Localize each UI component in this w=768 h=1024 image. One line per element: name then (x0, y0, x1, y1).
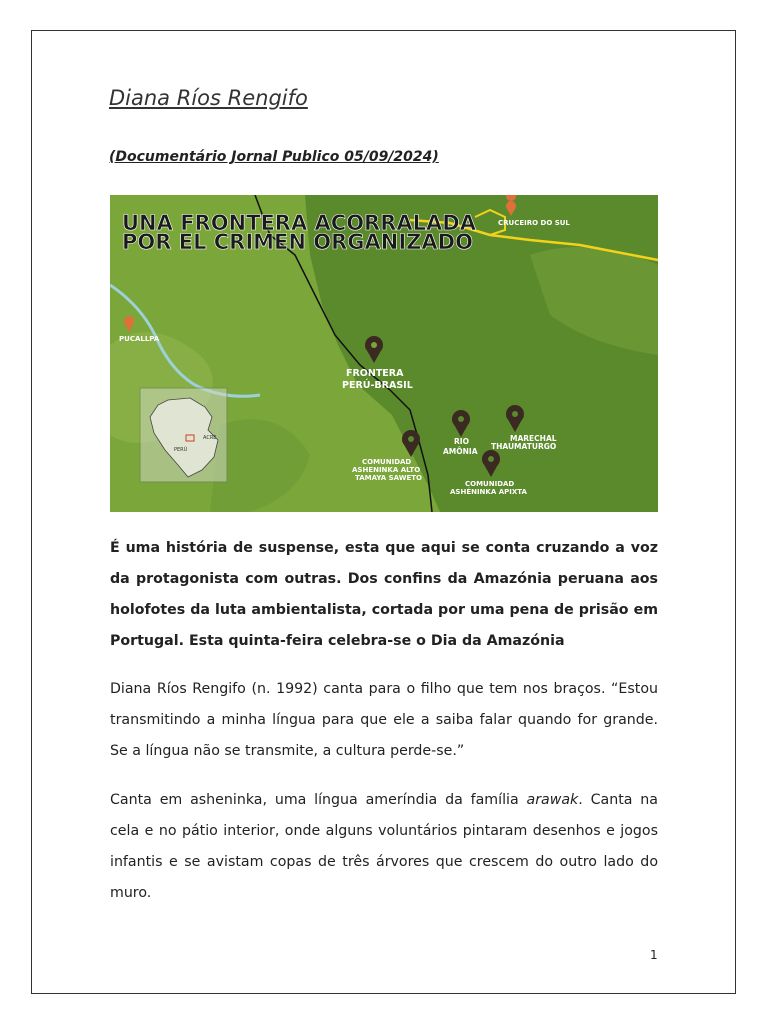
frontera-label-2: PERÚ-BRASIL (342, 380, 413, 391)
marechal-label-1: MARECHAL (510, 434, 557, 443)
inset-acre-label: ACRE (203, 435, 217, 441)
body-paragraph-1: Diana Ríos Rengifo (n. 1992) canta para o filho que tem nos braços. “Estou transmitindo a minha língua para que ele a saiba falar quando for grande. Se a língua não se transmite, a cultura perde-se.” (110, 681, 658, 759)
apixta-label-1: COMUNIDAD (465, 480, 515, 488)
alto-label-2: ASHENINKA ALTO (352, 466, 421, 474)
page-number: 1 (650, 948, 658, 962)
rio-label-2: AMÔNIA (443, 447, 478, 456)
pucallpa-label: PUCALLPA (119, 335, 160, 343)
lead-paragraph: É uma história de suspense, esta que aqui se conta cruzando a voz da protagonista com outras. Dos confins da Amazónia peruana aos holofotes da luta ambientalista, cortada por uma pena de prisão em Portugal. Esta quinta-feira celebra-se o Dia da Amazónia (110, 540, 658, 649)
p3-italic-word: arawak (526, 792, 579, 808)
document-subtitle: (Documentário Jornal Publico 05/09/2024) (109, 149, 439, 165)
map-headline-line1: UNA FRONTERA ACORRALADA (122, 211, 476, 235)
marechal-label-2: THAUMATURGO (491, 442, 557, 451)
rio-label-1: RIO (454, 437, 469, 446)
map-headline-line2: POR EL CRIMEN ORGANIZADO (122, 230, 473, 254)
p3-text-before: Canta em asheninka, uma língua ameríndia da família (110, 792, 527, 808)
map-image (110, 195, 658, 512)
document-title: Diana Ríos Rengifo (109, 86, 308, 110)
cruceiro-label: CRUCEIRO DO SUL (498, 219, 570, 227)
inset-peru-label: PERÚ (174, 447, 188, 453)
p3-text-after: . Canta na cela e no pátio interior, onde alguns voluntários pintaram desenhos e jogos infantis e se avistam copas de três árvores que crescem do outro lado do muro. (110, 792, 658, 901)
alto-label-3: TAMAYA SAWETO (355, 474, 422, 482)
body-paragraph-2 (110, 785, 658, 909)
inset-map (140, 388, 227, 482)
frontera-label-1: FRONTERA (346, 368, 404, 379)
apixta-label-2: ASHÉNINKA APIXTA (450, 488, 527, 496)
alto-label-1: COMUNIDAD (362, 458, 412, 466)
